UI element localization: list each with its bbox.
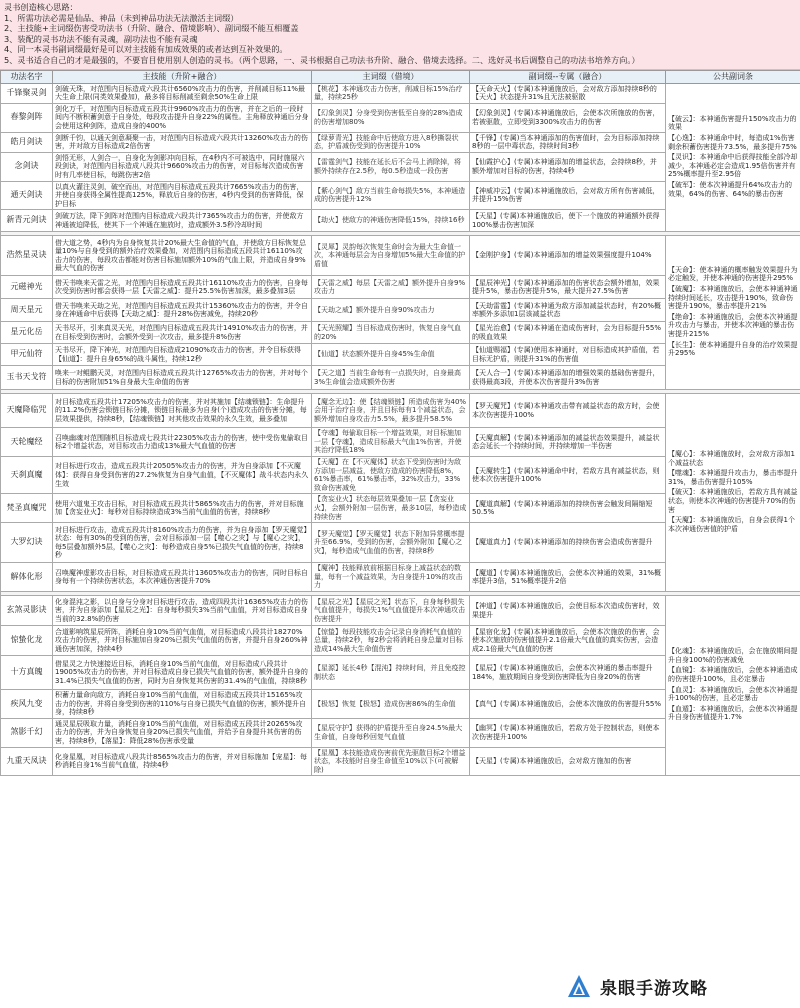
sub-affix-cell: 【星辰神光】(专属)本神通添加的伤害状态会额外增加，效果提升5%，暴击伤害提升5%，最大提升27.5%伤害 [470,276,666,299]
main-affix-cell: 【夺魂】每偷取目标一个增益效果，对目标施加一层【夺魂】，造成目标最大气血1%伤害，并使其治疗降低18% [312,428,470,457]
main-affix-cell: 【紫心剑气】敌方当前生命每损失5%，本神通造成的伤害提升12% [312,181,470,210]
col-header: 副词缀--专属（融合） [470,70,666,83]
public-affix-item: 【化魂】：本神通施放后，会在施放期间提升自身100%的伤害减免 [668,647,798,664]
main-skill-cell: 借天书唤来天雷之光，对范围内目标造成五段共计16110%攻击力的伤害，自身每次受到伤害时都会获得一层【天雷之威】：提升25.5%伤害加深，最多叠加3层 [53,276,312,299]
main-skill-cell: 以真火灌注灵剑，破空而出，对范围内目标造成五段共计7665%攻击力的伤害，并使自身获得全属性提高125%，释放后自身的伤害，4秒内受到的伤害降低，保护目标 [53,181,312,210]
col-header: 主技能（升阶+融合） [53,70,312,83]
sub-affix-cell: 【魔道真力】(专属)本神通添加的持续伤害会造成伤害提升 [470,523,666,563]
public-affix-item: 【血灵】：本神通施放后，会使本次神通提升100%的伤害，且必定暴击 [668,685,798,703]
sub-affix-cell: 【星辰】(专属)本神通施放后，会使本次神通的暴击率提升184%，施放期间自身受到伤害降低为自身20%的伤害 [470,656,666,690]
skill-name: 皓月剑诀 [1,132,53,152]
sub-affix-cell: 【神威冲云】(专属)本神通施放后，会对敌方所有伤害减低，并提升15%伤害 [470,181,666,210]
main-skill-cell: 化身混沌之影，以自身与分身对目标进行攻击，造成四段共计16365%攻击力的伤害，并为自身添加【星辰之光】：自身每秒损失3%当前气血值，并对目标造成自身当前的32.8%的伤害 [53,596,312,626]
notes-line: 4、同一本灵书副词缀最好是可以对主技能有加成效果的或者达到互补效果的。 [4,44,288,55]
main-affix-cell: 【天光照耀】当目标造成伤害时，恢复自身气血的20% [312,322,470,344]
public-affix-item: 【灵识】：本神通命中后获得技能全部冷却减少，本神通必定会造成1.95倍伤害并有25%概率提升至2.95倍 [668,153,798,179]
table-row [1,83,800,103]
sub-affix-cell: 【天魔转生】(专属)本神通命中时，若敌方具有减益状态，则使本次伤害提升100% [470,457,666,494]
sub-affix-cell: 【魔道真解】(专属)本神通添加的持续伤害会触发间隔缩短50.5% [470,494,666,523]
main-affix-cell: 【雷霆剑气】技能在延长后不会马上消除掉，将额外持续存在2.5秒，每0.5秒造成一段伤害 [312,152,470,181]
main-affix-cell: 【天劫之威】额外提升自身90%攻击力 [312,299,470,322]
col-header: 主词缀（借境） [312,70,470,83]
watermark-logo [560,968,798,1004]
public-affix-item: 【血镜】：本神通施放后，会使本神通造成的伤害提升100%，且必定暴击 [668,666,798,684]
main-skill-cell: 召唤魔神虚影攻击目标，对目标造成五段共计13605%攻击力的伤害，同时目标自身每有一个持续伤害状态，本次神通伤害提升70% [53,563,312,592]
table-body [1,83,800,776]
skill-name: 千锋聚灵剑 [1,83,53,103]
table-row [1,394,800,428]
sub-affix-cell: 【幻象剑灵】(专属)本神通施放后，会使本次所施放的伤害，若被驱散，立即受到3300%攻击力的伤害 [470,103,666,132]
logo-mark-icon [566,973,592,999]
sub-affix-cell: 【千锋】(专属)当本神通添加的伤害值时，会为目标添加持续8秒的一层中毒状态，持续时间3秒 [470,132,666,152]
logo-text: 泉眼手游攻略 [600,978,708,999]
main-skill-cell: 对目标造成五段共计17205%攻击力的伤害，并对其施加【结魂锁链】：生命提升的11.2%伤害会锁链目标分摊，锁链目标最多为自身(个)造成攻击的伤害分摊，每层效果提供，持续8秒，【结魂锁链】对其他攻击效果的永久生效，最多叠加 [53,394,312,428]
skill-name: 大罗幻诀 [1,523,53,563]
sub-affix-cell: 【金刚护身】(专属)本神通添加的增益效果强度提升104% [470,236,666,276]
sub-affix-cell: 【天星】(专属)本神通施放后，使下一个施放的神通额外获得100%暴击伤害加深 [470,210,666,232]
main-affix-cell: 【灵犀】灵韵每次恢复生命时会为最大生命值一次，本神通每层会为自身增加5%最大生命值的护盾值 [312,236,470,276]
table-row [1,236,800,276]
main-affix-cell: 【贪妄业火】状态每层效果叠加一层【贪妄业火】，会额外附加一层伤害，最多10层，每秒造成持续伤害 [312,494,470,523]
main-affix-cell: 【劫火】使敌方的神通伤害降低15%，持续16秒 [312,210,470,232]
sub-affix-cell: 【仙霞护心】(专属)本神通添加的增益状态，会持续8秒，并额外增加对目标的伤害，持续4秒 [470,152,666,181]
skill-name: 天轮魔经 [1,428,53,457]
skill-name: 新青元剑诀 [1,210,53,232]
main-skill-cell: 天书尽开，引来真灵天光，对范围内目标造成五段共计14910%攻击力的伤害，并在目标受到伤害时，会额外受到一次攻击，最多提升8%伤害 [53,322,312,344]
skill-name: 甲元仙符 [1,344,53,366]
main-affix-cell: 【魔念无边】：使【结魂锁链】所造成伤害为40%会用于治疗自身，并且目标每有1个减益状态，会额外增加自身攻击力5.5%，最多提升58.5% [312,394,470,428]
col-header: 功法名字 [1,70,53,83]
sub-affix-cell: 【星宿化龙】(专属)本神通施放后，会使本次施放的伤害，会使本次施放的伤害值提升2.1倍最大气血值的真实伤害，会造成2.1倍最大气血值的伤害 [470,626,666,656]
public-affix-item: 【破魔】：本神通施放后，会使本神通神通持续时间延长，攻击提升190%，致命伤害提升190%，暴击率提升21% [668,285,798,311]
skill-name: 玄煞灵影诀 [1,596,53,626]
skill-name: 春黎剑阵 [1,103,53,132]
skill-name: 通天剑诀 [1,181,53,210]
main-skill-cell: 召唤幽魂对范围随机目标造成七段共计22305%攻击力的伤害，使中受伤鬼偷取目标2个增益状态，对目标攻击力造成13%最大气血值的伤害 [53,428,312,457]
sub-affix-cell: 【星光治愈】(专属)本神通在造成伤害时，会为目标提升55%的吸血效果 [470,322,666,344]
sub-affix-cell: 【天星】(专属)本神通施放后，会对敌方施加的伤害 [470,747,666,776]
public-affix-item: 【魔心】：本神通施放时，会对敌方添加1个减益状态 [668,449,795,467]
public-affix-cell [666,83,800,232]
notes-line: 3、装配的灵书功法不能有灵魂，副功法也不能有灵魂 [4,33,198,44]
main-skill-cell: 剑破天珠，对范围内目标造成六段共计6560%攻击力的伤害，并削减目标11%最大生命上限(同类效果叠加)，最多将目标削减至剩余50%生命上限 [53,83,312,103]
public-affix-item: 【破军】：使本次神通提升64%攻击力的效果，64%的伤害、64%的暴击伤害 [668,180,793,198]
main-affix-cell: 【天雷之威】每层【天雷之威】额外提升自身9%攻击力 [312,276,470,299]
skill-name: 煞影千幻 [1,718,53,747]
main-affix-cell: 【天之道】当前生命每有一点损失时，自身最高3%生命值会造成额外伤害 [312,366,470,390]
public-affix-item: 【天命】：使本神通的概率触发效果提升为必定触发，并使本神通的伤害提升295% [668,265,798,283]
main-skill-cell: 化身星凰，对目标造成八段共计8565%攻击力的伤害，并对目标施加【宠星】：每秒消耗自身1%当前气血值，持续4秒 [53,747,312,776]
sub-affix-cell: 【罗天魔咒】(专属)本神通攻击带有减益状态的敌方时，会使本次伤害提升100% [470,394,666,428]
sub-affix-cell: 【神道】(专属)本神通施放后，会使目标本次造成伤害时，效果提升 [470,596,666,626]
public-affix-item: 【绝命】：本神通施放后，会使本次神通提升攻击力与暴击，并使本次神通的暴击伤害提升215% [668,312,798,338]
main-skill-cell: 剑破万法，降下剑阵对范围内目标造成六段共计7365%攻击力的伤害，并使敌方神通被迫降低，使其下一个神通在施放时，造成额外3.5秒冷却时间 [53,210,312,232]
notes-line: 5、灵书适合自己的才是最强的，不要盲目使用别人创造的灵书。（两个思路，一、灵书根据自己功法书升阶、融合、借境去选择。二、选好灵书后调整自己的功法书培养方向。） [4,54,640,65]
skill-name: 念剑诀 [1,152,53,181]
main-skill-cell: 对目标进行攻击，造成五段共计8160%攻击力的伤害，并为自身添加【罗天魔觉】状态：每有30%的受到的伤害，会对目标添加一层【噬心之灾】与【魔心之灾】，每5层叠加额外5层，【噬心之灾】：每秒造成自身5%已损失气血值的伤害，持续8秒 [53,523,312,563]
sub-affix-cell: 【仙道赐福】(专属)使用本神通时，对目标造成其护盾值，若目标无护盾，则提升31%的伤害值 [470,344,666,366]
main-affix-cell: 【星辰守护】获得的护盾提升至自身24.5%最大生命值，自身每秒回复气血值 [312,718,470,747]
public-affix-cell [666,394,800,592]
main-affix-cell: 【极怒】恢复【极怒】造成伤害86%的生命值 [312,690,470,719]
skill-name: 梵圣真魔咒 [1,494,53,523]
sub-affix-cell: 【天人合一】(专属)本神通添加的增强效果的基础伤害提升，获得最高3段，并使本次伤害提升3%伤害 [470,366,666,390]
main-skill-cell: 合道影响筑星辰所阵，消耗自身10%当前气血值，对目标造成八段共计18270%攻击力的伤害，并对目标施加自身20%已损失气血值的伤害，并提升自身260%神通伤害加深，持续4秒 [53,626,312,656]
public-affix-item: 【破云】：本神通伤害提升150%攻击力的效果 [668,114,797,132]
public-affix-item: 【破灭】：本神通施放后，若敌方具有减益状态，则使本次神通的伤害提升70%的伤害 [668,488,798,514]
notes-line: 2、主技能+主词缀伤害受功法书（升阶、融合、借境影响）、副词缀不能互相覆盖 [4,23,299,34]
main-affix-cell: 【天魔】在【不灭魔体】状态下受到伤害时为敌方添加一层减益，使敌方造成的伤害降低8%，61%暴击率，61%暴击率，32%攻击力，33%致命伤害减免 [312,457,470,494]
main-skill-cell: 天书尽开，降下神光，对范围内目标造成21090%攻击力的伤害，并令目标获得【仙道】：提升自身65%的战斗属性，持续12秒 [53,344,312,366]
public-affix-cell [666,596,800,776]
notes-line: 灵书创造核心思路： [4,2,78,12]
main-skill-cell: 唤来一对鲲鹏天灵，对范围内目标造成五段共计12765%攻击力的伤害，并对每个目标的伤害附加51%自身最大生命值的伤害 [53,366,312,390]
sub-affix-cell: 【魔道】(专属)本神通施放后，会使本次神通的效果，31%概率提升3倍，51%概率提升2倍 [470,563,666,592]
sub-affix-cell: 【真气】(专属)本神通施放后，会使本次施放的伤害提升55% [470,690,666,719]
main-affix-cell: 【星辰之光】【星辰之光】状态下，自身每秒损失气血值提升，每损失1%气血值提升本次神通攻击伤害提升 [312,596,470,626]
main-skill-cell: 对目标进行攻击，造成五段共计20505%攻击力的伤害，并为自身添加【不灭魔体】：获得自身受到伤害的27.2%恢复为自身气血值，【不灭魔体】战斗状态内永久生效 [53,457,312,494]
main-affix-cell: 【仙道】状态额外提升自身45%生命值 [312,344,470,366]
skill-name: 解体化形 [1,563,53,592]
public-affix-item: 【噬魂】：本神通提升攻击力，暴击率提升31%，暴击伤害提升105% [668,469,798,486]
public-affix-item: 【心逸】：本神通命中时，每造成1%伤害剩余积蓄伤害提升73.5%，最多提升75% [668,133,797,151]
main-affix-cell: 【桃花】本神通攻击力伤害，削减目标15%治疗量，持续25秒 [312,83,470,103]
table-row [1,596,800,626]
main-affix-cell: 【幻象剑灵】分身受到伤害低至自身的28%造成的伤害增加80% [312,103,470,132]
skill-name: 元磁神光 [1,276,53,299]
public-affix-cell [666,236,800,390]
public-affix-item: 【血遁】：本神通施放后，会使本次神通提升自身伤害值提升1.7% [668,704,798,722]
notes-line: 1、所需功法必需是仙品、神品（未到神品功法无法激活主词缀） [4,12,239,23]
skill-name: 疾风九变 [1,690,53,719]
main-skill-cell: 积蓄力量命向敌方，消耗自身10%当前气血值，对目标造成五段共计15165%攻击力的伤害，并将自身受到伤害的110%与自身已损失气血值的伤害，额外提升自身，持续8秒 [53,690,312,719]
skill-name: 星元化岳 [1,322,53,344]
skill-name: 十方真魄 [1,656,53,690]
main-affix-cell: 【星源】延长4秒【混沌】持续时间，并且免疫控制状态 [312,656,470,690]
skill-name: 天魔降临咒 [1,394,53,428]
skill-name: 天刹真魔 [1,457,53,494]
main-affix-cell: 【魔神】技能释放前根据目标身上减益状态的数量，每有一个减益效果，为自身提升10%的攻击力 [312,563,470,592]
public-affix-item: 【长生】：使本神通提升自身的治疗效果提升295% [668,340,798,358]
main-affix-cell: 【惊蛰】每段技能攻击会记录自身消耗气血值的总量，持续2秒，每2秒会将消耗自身总量对目标造成14%最大生命值伤害 [312,626,470,656]
main-skill-cell: 借天书唤来天劫之光，对范围内目标造成五段共计15360%攻击力的伤害，并令自身在神通命中后获得【天劫之威】：提升28%伤害减免，持续20秒 [53,299,312,322]
main-skill-cell: 借大道之势，4秒内为自身恢复共计20%最大生命值的气血，并使敌方目标恢复总量10%与自身受到的额外治疗效果叠加，对范围内目标造成五段共计16110%攻击力的伤害，每段攻击都能对伤害目标施加额外10%的气血上限，并造成自身9%最大气血的伤害 [53,236,312,276]
main-skill-cell: 剑化万千，对范围内目标造成五段共计9960%攻击力的伤害，并在之后的一段时间内不断积蓄剑意于自身处，每段攻击提升自身22%的属性。主角释放神通后分身会使用这种剑阵，造成自身的400% [53,103,312,132]
sub-affix-cell: 【天魔真解】(专属)本神通添加的减益状态效果提升，减益状态会延长一个持续时间，并持续增加一半伤害 [470,428,666,457]
main-affix-cell: 【绿萝青光】技能命中后使敌方进入8秒撕裂状态，护盾减伤受到的伤害提升10% [312,132,470,152]
main-skill-cell: 剑悟无形，人剑合一，自身化为剑影冲向目标，在4秒内不可被选中，同时施展六段剑诀，对范围内目标造成八段共计9660%攻击力的伤害，对目标每次造成伤害时有几率使目标，每跳伤害2倍 [53,152,312,181]
main-skill-cell: 剑断千钧，以通天剑意凝聚一击，对范围内目标造成六段共计13260%攻击力的伤害，并对敌方目标造成2倍伤害 [53,132,312,152]
main-affix-cell: 【星凰】本技能造成伤害前优先驱散目标2个增益状态，本技能时自身生命值至10%以下(可被解除) [312,747,470,776]
col-header: 公共副词条 [666,70,800,83]
skill-name: 惊蛰化龙 [1,626,53,656]
sub-affix-cell: 【天命天火】(专属)本神通施放后，会对敌方添加持续8秒的【天火】状态提升31%且无法被驱散 [470,83,666,103]
skill-table [0,70,800,777]
main-skill-cell: 借星灵之力快速接近目标，消耗自身10%当前气血值，对目标造成八段共计19005%攻击力的伤害，并对目标造成自身已损失气血值的伤害，额外提升自身的31.4%已损失气血值的伤害，同时为自身恢复其伤害的31.4%的气血值，持续8秒 [53,656,312,690]
skill-name: 周天星元 [1,299,53,322]
public-affix-item: 【天魔】：本神通施放后，自身会获得1个本次神通伤害值的护盾 [668,516,795,533]
main-skill-cell: 通灵星辰吸取力量，消耗自身10%当前气血值，对目标造成五段共计20265%攻击力的伤害，并为自身恢复自身20%已损失气血值，并给予自身提升其伤害的伤害，持续8秒，【落星】：降低28%伤害承受量 [53,718,312,747]
skill-name: 九重天凤诀 [1,747,53,776]
skill-name: 玉书天戈符 [1,366,53,390]
main-affix-cell: 【罗天魔觉】【罗天魔觉】状态下附加异常概率提升至66.9%，受到的伤害，会额外附加【魔心之灾】，每秒造成气血值的伤害，持续8秒 [312,523,470,563]
sub-affix-cell: 【天劫雷霆】(专属)本神通为敌方添加减益状态时，有20%概率额外多添加1层该减益状态 [470,299,666,322]
sub-affix-cell: 【幽冥】(专属)本神通施放后，若敌方处于控制状态，则使本次伤害提升100% [470,718,666,747]
main-skill-cell: 使用六道鬼王攻击目标，对目标造成五段共计5865%攻击力的伤害，并对目标施加【贪妄业火】：每秒对目标持续造成3%当前气血值的伤害，持续8秒 [53,494,312,523]
notes-header [0,0,800,70]
skill-name: 浩然星灵诀 [1,236,53,276]
